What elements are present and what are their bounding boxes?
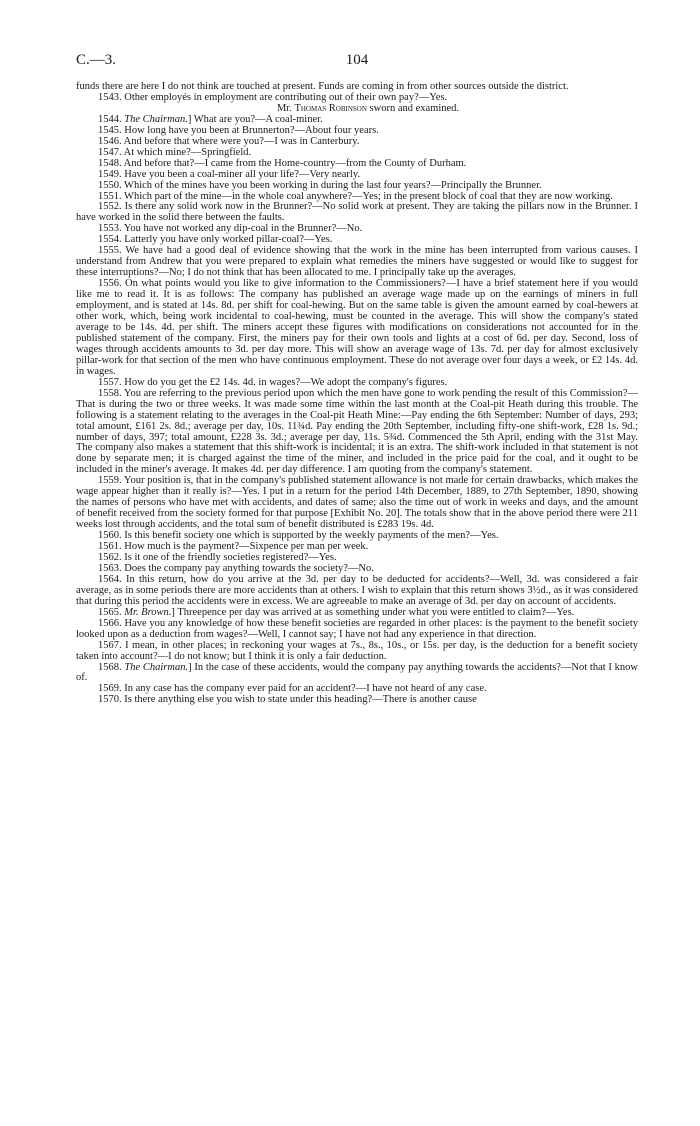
question-text: ] What are you?—A coal-miner. — [187, 113, 323, 125]
question-1566: 1566. Have you any knowledge of how these benefit societies are regarded in other places: is the payment to the benefit society looked upon as a deduction from wages?—Well, I cannot say; I have not had any experience in that direction. — [76, 617, 638, 640]
question-1567: 1567. I mean, in other places; in reckoning your wages at 7s., 8s., 10s., or 15s. per day, is the deduction for a benefit society taken into account?—I do not know; but I think it is only a fair deduction. — [76, 639, 638, 662]
document-body — [76, 82, 638, 706]
page-header — [76, 52, 638, 74]
question-1569: 1569. In any case has the company ever paid for an accident?—I have not heard of any case. — [98, 683, 487, 695]
question-1561: 1561. How much is the payment?—Sixpence per man per week. — [98, 541, 369, 553]
question-1551: 1551. Which part of the mine—in the whole coal anywhere?—Yes; in the present block of coal that they are now working. — [98, 190, 613, 202]
witness-suffix: sworn and examined. — [366, 102, 460, 114]
question-1554: 1554. Latterly you have only worked pillar-coal?—Yes. — [98, 234, 333, 246]
page-number: 104 — [345, 52, 369, 68]
question-1559: 1559. Your position is, that in the company's published statement allowance is not made for certain drawbacks, which makes the wage appear higher than it really is?—Yes. I put in a return for the period 14th December, 1889, to 27th September, 1890, showing the names of persons who have met with accidents, and dates of same; also the time out of work in weeks and days, and the amount of benefit received from the society formed for that purpose [Exhibit No. 20]. The totals show that in the above period there were 211 weeks lost through accidents, and the total sum of benefit distributed is £283 19s. 4d. — [76, 475, 638, 531]
question-1568 — [76, 663, 638, 685]
speaker: Mr. Brown. — [124, 606, 172, 618]
question-1546: 1546. And before that where were you?—I was in Canterbury. — [98, 135, 360, 147]
question-1548: 1548. And before that?—I came from the Home-country—from the County of Durham. — [98, 157, 467, 169]
question-1560: 1560. Is this benefit society one which is supported by the weekly payments of the men?—Yes. — [98, 530, 499, 542]
question-1557: 1557. How do you get the £2 14s. 4d. in wages?—We adopt the company's figures. — [98, 376, 448, 388]
question-1547: 1547. At which mine?—Springfield. — [98, 146, 252, 158]
question-text: ] Threepence per day was arrived at as something under what you were entitled to claim?—Yes. — [171, 606, 575, 618]
question-1545: 1545. How long have you been at Brunnerton?—About four years. — [98, 124, 379, 136]
question-1549: 1549. Have you been a coal-miner all your life?—Very nearly. — [98, 168, 361, 180]
witness-prefix: Mr. — [276, 102, 295, 114]
question-1562: 1562. Is it one of the friendly societies registered?—Yes. — [98, 551, 337, 563]
question-1564: 1564. In this return, how do you arrive at the 3d. per day to be deducted for accidents?—Well, 3d. was considered a fair average, as in some periods there are more accidents than at others. I wish to explain that this return shows 3½d., as it was considered that during this period the accidents were in excess. We are agreeable to make an average of 3d. per day on account of accidents. — [76, 573, 638, 607]
question-1563: 1563. Does the company pay anything towards the society?—No. — [98, 562, 374, 574]
question-1555: 1555. We have had a good deal of evidence showing that the work in the mine has been interrupted from various causes. I understand from Andrew that you were prepared to explain what remedies the miners have suggested or would like to suggest for these interruptions?—No; I do not think that has been allocated to me. I principally take up the averages. — [76, 245, 638, 279]
question-1553: 1553. You have not worked any dip-coal in the Brunner?—No. — [98, 223, 363, 235]
speaker: The Chairman. — [124, 113, 188, 125]
question-1556: 1556. On what points would you like to give information to the Commissioners?—I have a brief statement here if you would like me to read it. It is as follows: The company has published an average wage made up on the earnings of miners in full employment, and is stated at 14s. 8d. per shift for coal-hewing. But on the same table is given the amount earned by coal-hewers at other work, which, being work incidental to coal-hewing, must be counted in the average. This will show the company's stated average to be 14s. 4d. per shift. The miners accept these figures with modifications on considerations not accounted for in the published statement of the company. First, the miners pay for their own tools and lights at a cost of 6d. per day. Second, loss of wages through accidents amounts to 3d. per day more. This will show an average wage of 13s. 7d. per day for almost exclusively pillar-work for that section of the men who have continuous employment. These do not average over four days a week, or £2 14s. 4d. in wages. — [76, 278, 638, 377]
paragraph-continuation: funds there are here I do not think are touched at present. Funds are coming in from other sources outside the district. — [76, 81, 569, 92]
question-number: 1568. — [98, 661, 125, 673]
question-number: 1544. — [98, 113, 125, 125]
question-text: ] In the case of these accidents, would the company pay anything towards the accidents?—Not that I know of. — [76, 661, 638, 684]
question-1570: 1570. Is there anything else you wish to state under this heading?—There is another cause — [98, 694, 477, 706]
witness-name: Thomas Robinson — [294, 102, 367, 114]
document-page — [76, 52, 638, 706]
question-1543: 1543. Other employés in employment are contributing out of their own pay?—Yes. — [98, 91, 448, 103]
question-1558: 1558. You are referring to the previous period upon which the men have gone to work pending the result of this Commission?—That is during the two or three weeks. It was made some time within the last month at the Coal-pit Heath during this trouble. The following is a statement relating to the averages in the Coal-pit Heath Mine:—Pay ending the 6th September: Number of days, 293; total amount, £161 2s. 8d.; average per day, 10s. 11¾d. Pay ending the 20th September, including fifty-one shift-work, £28 1s. 9d.; number of days, 397; total amount, £228 3s. 3d.; average per day, 11s. 5¾d. Commenced the 5th April, ending with the 31st May. The company also makes a statement that this shift-work is incidental; it is an extra. The shift-work included in that statement is not done by separate men; it is charged against the time of the miner, and included in the price paid for the coal, and it ought to be included in the miner's average. It makes 4d. per day difference. I am quoting from the company's statement. — [76, 387, 638, 476]
question-1550: 1550. Which of the mines have you been working in during the last four years?—Principally the Brunner. — [98, 179, 542, 191]
question-number: 1565. — [98, 606, 125, 618]
speaker: The Chairman. — [124, 661, 189, 673]
question-1552: 1552. Is there any solid work now in the Brunner?—No solid work at present. They are taking the pillars now in the Brunner. I have worked in the solid there between the faults. — [76, 201, 638, 224]
series-code: C.—3. — [76, 52, 117, 68]
